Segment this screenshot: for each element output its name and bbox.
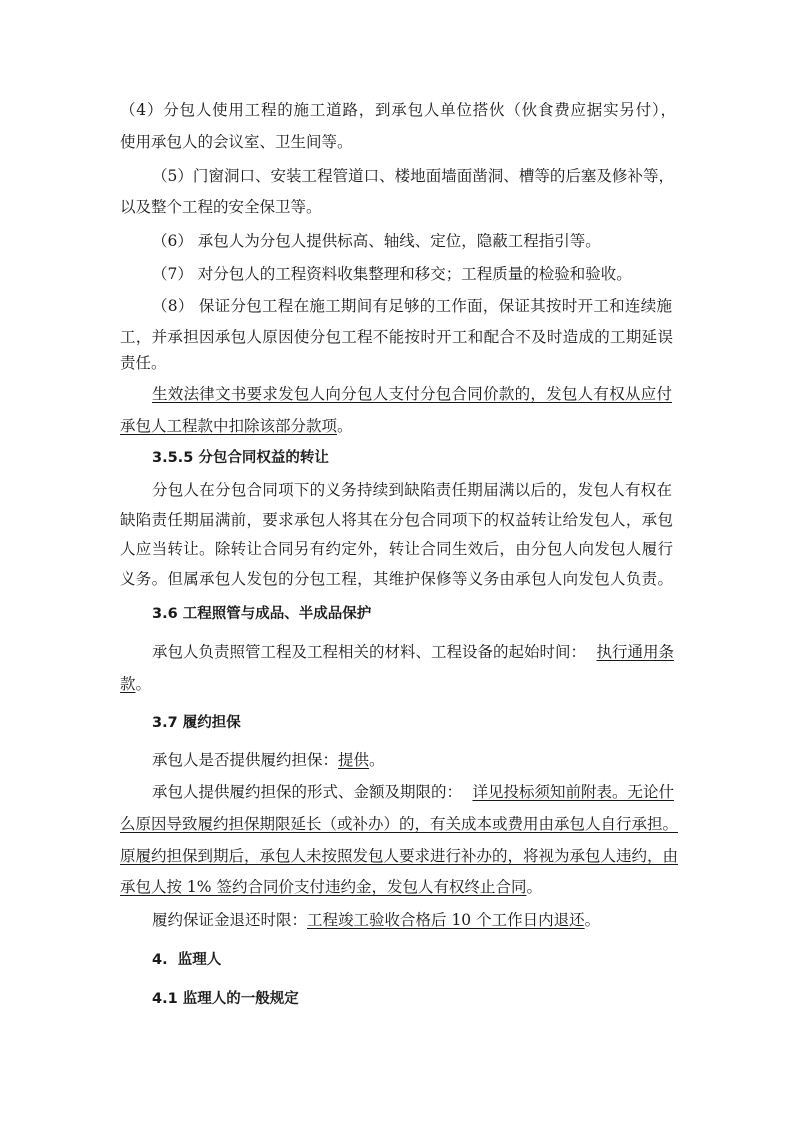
- section-heading-4-1: 4.1 监理人的一般规定: [152, 991, 299, 1007]
- paragraph-12: 承包人是否提供履约担保：提供。: [152, 751, 385, 769]
- paragraph-5-line-1: （5）门窗洞口、安装工程管道口、楼地面墙面凿洞、槽等的后塞及修补等，: [152, 167, 674, 185]
- paragraph-14-underlined: 工程竣工验收合格后 10 个工作日内退还: [307, 911, 585, 929]
- paragraph-10-line-1: 分包人在分包合同项下的义务持续到缺陷责任期届满以后的，发包人有权在: [152, 481, 672, 499]
- paragraph-8-line-1: （8） 保证分包工程在施工期间有足够的工作面，保证其按时开工和连续施: [152, 297, 672, 315]
- paragraph-8-line-3: 责任。: [120, 354, 167, 372]
- paragraph-5-line-2: 以及整个工程的安全保卫等。: [120, 198, 322, 216]
- section-heading-3-5-5: 3.5.5 分包合同权益的转让: [152, 450, 329, 466]
- paragraph-8-line-2: 工，并承担因承包人原因使分包工程不能按时开工和配合不及时造成的工期延误: [120, 328, 673, 346]
- paragraph-11-line-1: 承包人负责照管工程及工程相关的材料、工程设备的起始时间： 执行通用条: [152, 640, 674, 664]
- paragraph-10-line-4: 义务。但属承包人发包的分包工程，其维护保修等义务由承包人向发包人负责。: [120, 570, 673, 588]
- paragraph-13-line-1: 承包人提供履约担保的形式、金额及期限的： 详见投标须知前附表。无论什: [152, 780, 674, 804]
- paragraph-9-underlined: 承包人工程款中扣除该部分款项: [120, 417, 338, 435]
- paragraph-4-line-1: （4）分包人使用工程的施工道路，到承包人单位搭伙（伙食费应据实另付），: [120, 101, 676, 119]
- paragraph-4-line-2: 使用承包人的会议室、卫生间等。: [120, 133, 353, 151]
- paragraph-11-underlined: 执行通用条: [596, 643, 674, 661]
- paragraph-10-line-3: 人应当转让。除转让合同另有约定外，转让合同生效后，由分包人向发包人履行: [120, 540, 673, 558]
- paragraph-9-line-1: 生效法律文书要求发包人向分包人支付分包合同价款的，发包人有权从应付: [152, 385, 672, 403]
- paragraph-13-underlined: 详见投标须知前附表。无论什: [472, 783, 674, 801]
- section-heading-3-6: 3.6 工程照管与成品、半成品保护: [152, 606, 372, 622]
- paragraph-12-underlined: 提供: [338, 751, 370, 769]
- paragraph-9-line-2: 承包人工程款中扣除该部分款项。: [120, 417, 353, 435]
- paragraph-13-line-2: 么原因导致履约担保期限延长（或补办）的，有关成本或费用由承包人自行承担。: [120, 815, 679, 833]
- paragraph-14: 履约保证金退还时限：工程竣工验收合格后 10 个工作日内退还。: [152, 911, 601, 929]
- paragraph-7: （7） 对分包人的工程资料收集整理和移交；工程质量的检验和验收。: [152, 265, 632, 283]
- paragraph-13-line-3: 原履约担保到期后，承包人未按照发包人要求进行补办的，将视为承包人违约，由: [120, 847, 679, 865]
- section-heading-3-7: 3.7 履约担保: [152, 715, 241, 731]
- paragraph-6: （6） 承包人为分包人提供标高、轴线、定位，隐蔽工程指引等。: [152, 232, 601, 250]
- paragraph-13-line-4: 承包人按 1% 签约合同价支付违约金，发包人有权终止合同。: [120, 878, 542, 896]
- paragraph-10-line-2: 缺陷责任期届满前，要求承包人将其在分包合同项下的权益转让给发包人，承包: [120, 511, 673, 529]
- paragraph-11-line-2: 款。: [120, 675, 152, 693]
- section-heading-4: 4. 监理人: [152, 952, 222, 968]
